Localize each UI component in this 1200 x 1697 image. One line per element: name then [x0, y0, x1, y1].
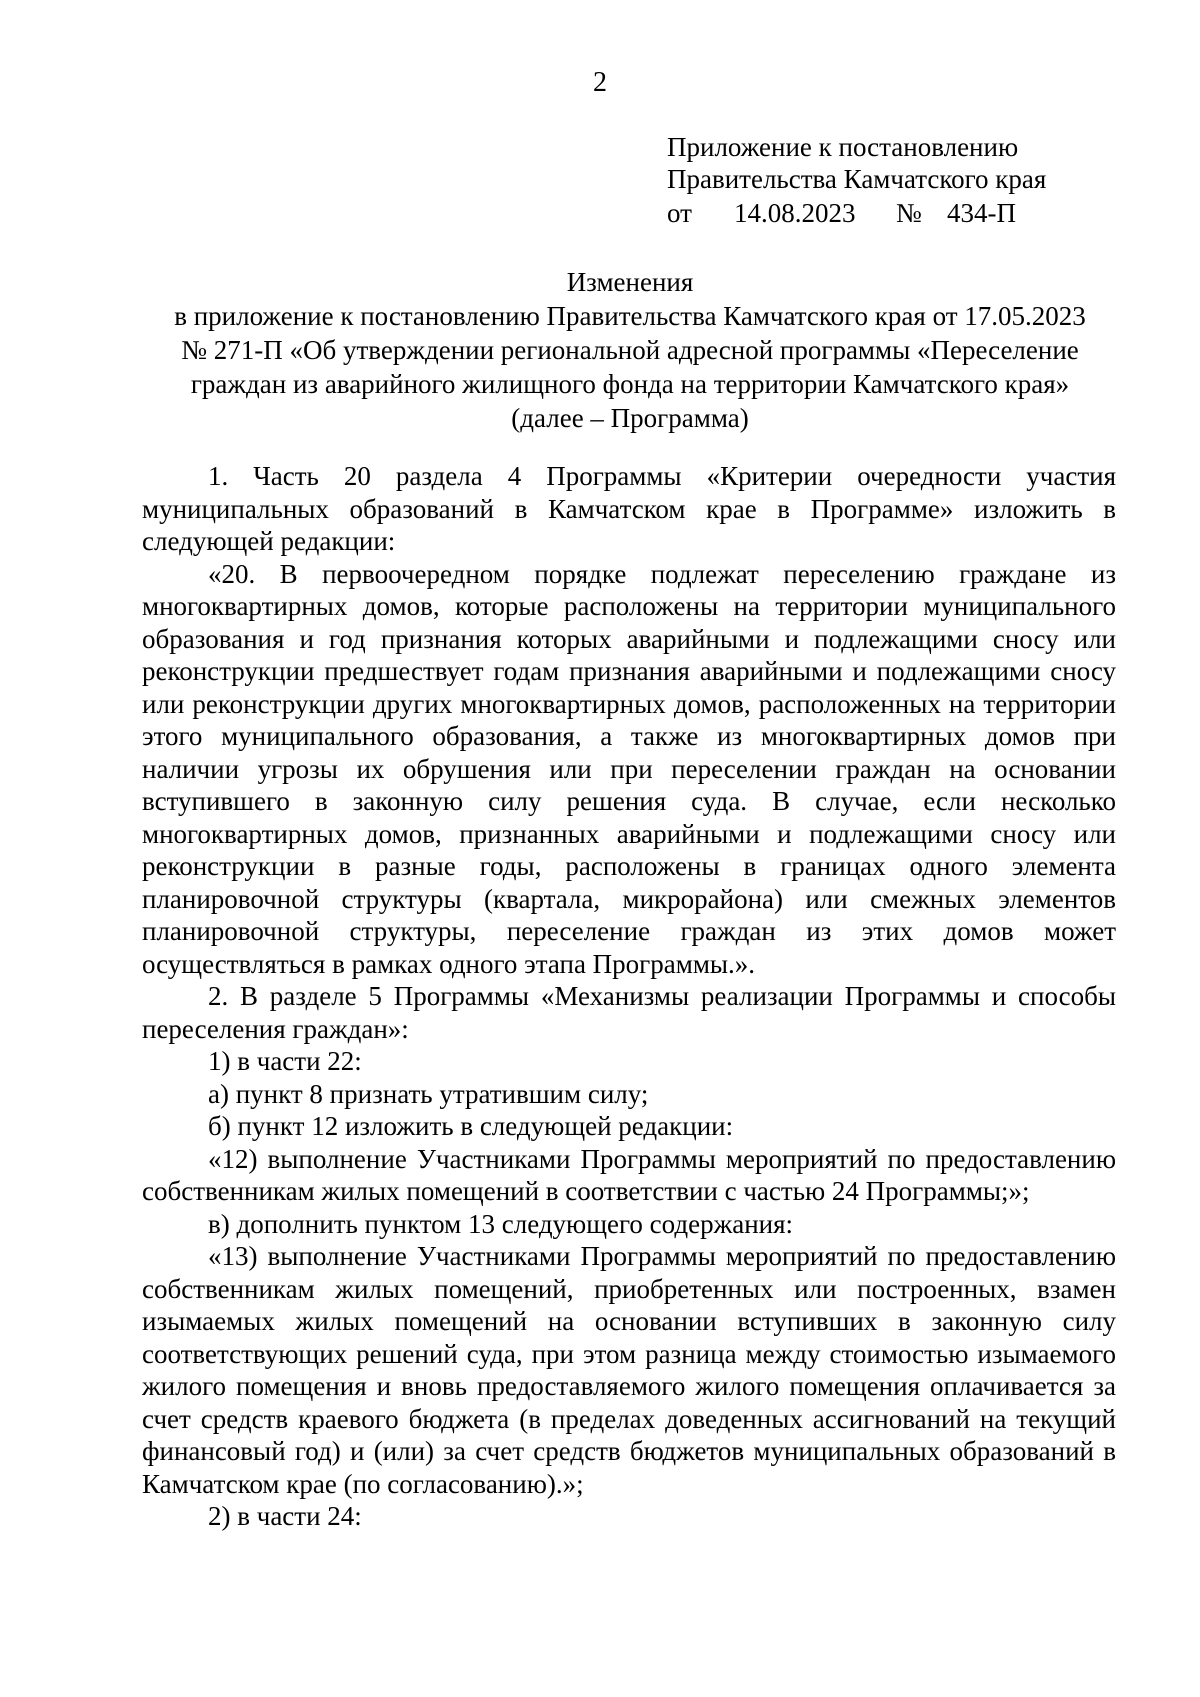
- title-line-1: Изменения: [566, 267, 694, 297]
- paragraph-9: «13) выполнение Участниками Программы мероприятий по предоставлению собственникам жилых помещений, приобретенных или построенных, взамен изымаемых жилых помещений на основании вступивших в законную силу соответствующих решений суда, при этом разница между стоимостью изымаемого жилого помещения и вновь предоставляемого жилого помещения оплачивается за счет средств краевого бюджета (в пределах доведенных ассигнований на текущий финансовый год) и (или) за счет средств бюджетов муниципальных образований в Камчатском крае (по согласованию).»;: [142, 1241, 1116, 1499]
- paragraph-8: в) дополнить пунктом 13 следующего содержания:: [208, 1208, 794, 1239]
- paragraph-7: «12) выполнение Участниками Программы мероприятий по предоставлению собственникам жилых помещений в соответствии с частью 24 Программы;»;: [142, 1143, 1116, 1206]
- annex-number-sign: №: [896, 198, 922, 228]
- annex-header: [667, 131, 1167, 229]
- page-number: 2: [593, 67, 607, 98]
- paragraph-5: а) пункт 8 признать утратившим силу;: [208, 1078, 649, 1109]
- annex-date: 14.08.2023: [734, 198, 856, 228]
- paragraph-1: 1. Часть 20 раздела 4 Программы «Критерии очередности участия муниципальных образований в Камчатском крае в Программе» изложить в следующей редакции:: [142, 461, 1116, 556]
- paragraph-2: «20. В первоочередном порядке подлежат переселению граждане из многоквартирных домов, которые расположены на территории муниципального образования и год признания которых аварийными и подлежащими сносу или реконструкции предшествует годам признания аварийными и подлежащими сносу или реконструкции других многоквартирных домов, расположенных на территории этого муниципального образования, а также из многоквартирных домов при наличии угрозы их обрушения или при переселении граждан на основании вступившего в законную силу решения суда. В случае, если несколько многоквартирных домов, признанных аварийными и подлежащими сносу или реконструкции в разные годы, расположены в границах одного элемента планировочной структуры (квартала, микрорайона) или смежных элементов планировочной структуры, переселение граждан из этих домов может осуществляться в рамках одного этапа Программы.».: [142, 558, 1116, 979]
- annex-line-2: Правительства Камчатского края: [667, 164, 1047, 194]
- paragraph-10: 2) в части 24:: [208, 1501, 362, 1531]
- document-title: [140, 265, 1120, 435]
- title-line-3: № 271-П «Об утверждении региональной адресной программы «Переселение: [181, 335, 1079, 365]
- paragraph-3: 2. В разделе 5 Программы «Механизмы реализации Программы и способы переселения граждан»:: [142, 981, 1116, 1044]
- title-line-5: (далее – Программа): [511, 403, 749, 433]
- title-line-2: в приложение к постановлению Правительства Камчатского края от 17.05.2023: [174, 301, 1086, 331]
- annex-number: 434-П: [947, 198, 1016, 228]
- document-body: [142, 460, 1116, 1533]
- annex-from-label: от: [667, 198, 692, 228]
- annex-line-1: Приложение к постановлению: [667, 132, 1019, 162]
- title-line-4: граждан из аварийного жилищного фонда на территории Камчатского края»: [190, 369, 1070, 399]
- paragraph-6: б) пункт 12 изложить в следующей редакции:: [208, 1111, 734, 1141]
- annex-date-line: [667, 197, 1167, 229]
- paragraph-4: 1) в части 22:: [208, 1046, 362, 1076]
